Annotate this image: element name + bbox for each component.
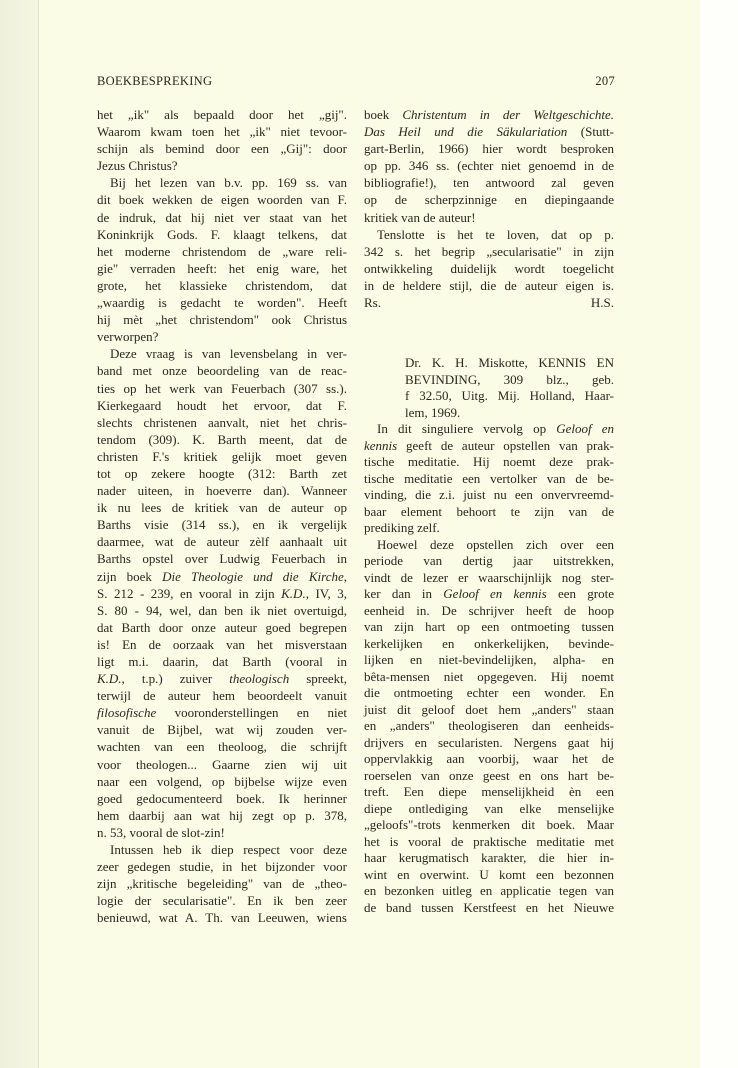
text-line: Waarom kwam toen het „ik" niet tevoor- [97, 124, 347, 140]
text-line: Tenslotte is het te loven, dat op p. [377, 226, 614, 242]
text-segment: spreekt, [289, 671, 348, 687]
text-segment: t.p.) zuiver [124, 671, 230, 687]
text-line: van zijn hart op een ontmoeting tussen [364, 619, 614, 635]
text-line: bêta-mensen niet opgegeven. Hij noemt [364, 668, 614, 684]
text-line: gart-Berlin, 1966) hier wordt besproken [364, 141, 614, 157]
text-line: Bij het lezen van b.v. pp. 169 ss. van [110, 175, 347, 191]
running-header [97, 74, 615, 92]
text-line: juist dit geloof doet hem „anders" staan [364, 701, 614, 717]
text-line: Deze vraag is van levensbelang in ver- [110, 346, 347, 362]
scan-margin-strip [0, 0, 39, 1068]
text-segment: In dit singuliere vervolg op [377, 421, 557, 437]
paragraph [364, 106, 614, 226]
text-line: „waardig is gedacht te worden". Heeft [97, 295, 347, 311]
right-column [364, 106, 614, 916]
text-line: ligt m.i. daarin, dat Barth (vooral in [97, 654, 347, 669]
text-line: de band tussen Kerstfeest en het Nieuwe [364, 899, 614, 915]
text-line: Koninkrijk Gods. F. klaagt telkens, dat [97, 226, 347, 242]
text-line: bibliografie!), ten antwoord zal geven [364, 175, 614, 191]
italic-title: kennis [364, 437, 398, 453]
text-line: diepe ontlediging van elke menselijke [364, 800, 614, 816]
review-signoff [364, 294, 614, 311]
text-line: christen F.'s kritiek gelijk moet geven [97, 448, 347, 464]
text-line: slechts christenen aanvalt, niet het chris- [97, 414, 347, 430]
text-segment: boek [364, 107, 403, 122]
text-line [364, 421, 614, 438]
left-column [97, 106, 347, 927]
text-line: oppervlakkig aan voorbij, waar het de [364, 751, 614, 767]
text-line: het moderne christendom de „ware reli- [97, 243, 347, 259]
text-line: grote, het klassieke christendom, dat [97, 277, 347, 293]
text-line: band met onze beoordeling van de reac- [97, 363, 347, 379]
text-segment: IV, 3, [308, 585, 347, 601]
paragraph [364, 537, 614, 917]
italic-title: Das Heil und die Säkulariation [364, 124, 568, 140]
text-line: is! En de oorzaak van het misverstaan [97, 636, 347, 652]
text-line: zijn „kritische begeleiding" van de „theo- [97, 876, 347, 892]
text-line: Hoewel deze opstellen zich over een [377, 536, 614, 552]
text-line: Barths opstel over Ludwig Feuerbach in [97, 551, 347, 567]
text-line: Dr. K. H. Miskotte, KENNIS EN [405, 355, 614, 371]
text-line: de indruk, dat hij niet ver staat van het [97, 209, 347, 225]
text-line [364, 123, 614, 140]
text-line [364, 586, 614, 603]
italic-title: filosofische [97, 705, 157, 721]
text-line: tot op zekere hoogte (312: Barth zet [97, 465, 347, 481]
text-line: ties op het werk van Feuerbach (307 ss.). [97, 380, 347, 396]
text-line: het is vooral de praktische meditatie met [364, 833, 614, 849]
text-line [97, 585, 347, 602]
text-line: hem daarbij aan wat hij zegt op p. 378, [97, 807, 347, 823]
text-line: terwijl de auteur hem beoordeelt vanuit [97, 688, 347, 704]
text-line: daarmee, wat de auteur zèlf aanhaalt uit [97, 534, 347, 550]
text-line: wachten van een theoloog, die schrijft [97, 739, 347, 755]
text-line: lem, 1969. [405, 404, 461, 420]
paragraph [364, 421, 614, 537]
text-line: „geloofs"-trots kenmerken dit boek. Maar [364, 817, 614, 833]
text-line: treft. Een diepe menselijkheid èn een [364, 784, 614, 800]
italic-title: theologisch [229, 671, 290, 687]
text-line: op pp. 346 ss. (echter niet genoemd in de [364, 158, 614, 174]
text-line: eenheid in. De schrijver heeft de hoop [364, 602, 614, 618]
italic-title: K.D., [97, 671, 125, 687]
text-line: vinding, die z.i. juist nu een onvervreemd- [364, 487, 614, 503]
text-line: naar een volgend, op bijbelse wijze even [97, 773, 347, 789]
text-line: zeer gedegen studie, in het bijzonder voor [97, 859, 347, 875]
text-line: periode van dertig jaar uitstrekken, [364, 553, 614, 569]
text-line: Barths visie (314 ss.), en ik vergelijk [97, 517, 347, 533]
scan-right-margin [700, 0, 738, 1068]
text-line [97, 670, 347, 687]
paragraph [97, 106, 347, 174]
text-line: Kierkegaard houdt het ervoor, dat F. [97, 397, 347, 413]
review-paragraphs [364, 421, 614, 916]
text-line: wint en overwint. U komt een bezonnen [364, 866, 614, 882]
section-title: BOEKBESPREKING [97, 74, 213, 88]
text-line: tendom (309). K. Barth meent, dat de [97, 431, 347, 447]
paragraph [97, 345, 347, 841]
text-line: dit boek wekken de eigen woorden van F. [97, 192, 347, 208]
text-line: en bezonken uitleg en applicatie tegen van [364, 883, 614, 899]
text-line: Intussen heb ik diep respect voor deze [110, 842, 347, 858]
paragraph [97, 174, 347, 345]
text-line: 342 s. het begrip „secularisatie" in zijn [364, 243, 614, 259]
signoff-reviewer: H.S. [590, 295, 614, 311]
text-line: kerkelijken en onkerkelijken, bevinde- [364, 635, 614, 651]
text-line: prediking zelf. [364, 520, 440, 536]
italic-title: Geloof en kennis [443, 586, 547, 602]
text-line: tische meditatie. Hij noemt deze prak- [364, 454, 614, 470]
text-line: baar element behoort te zijn van de [364, 503, 614, 519]
paragraph [364, 226, 614, 294]
text-line: goed gedocumenteerd boek. Ik herinner [97, 790, 347, 806]
book-heading [364, 355, 614, 421]
text-line: op de scherpzinnige en diepingaande [364, 192, 614, 208]
page-number: 207 [595, 74, 615, 88]
text-line: n. 53, vooral de slot-zin! [97, 824, 225, 840]
review-end-paragraphs [364, 106, 614, 294]
text-line: vanuit de Bijbel, wat wij zouden ver- [97, 722, 347, 738]
text-line: het „ik" als bepaald door het „gij". [97, 107, 347, 122]
text-line: drijvers en secularisten. Nergens gaat hij [364, 734, 614, 750]
text-line: verworpen? [97, 329, 159, 345]
text-line: BEVINDING, 309 blz., geb. [405, 371, 614, 387]
text-line: tische meditatie een vertolker van de be- [364, 470, 614, 486]
text-line: gie" verraden heeft: het enig ware, het [97, 260, 347, 276]
text-line: nader uiteen, in hoeverre dan). Wanneer [97, 483, 347, 499]
signoff-initials-left: Rs. [364, 295, 381, 311]
text-line: die ontmoeting echter een wonder. En [364, 685, 614, 701]
text-line: ontwikkeling duidelijk wordt toegelicht [364, 260, 614, 276]
text-line: kritiek van de auteur! [364, 209, 476, 225]
text-segment: (Stutt- [567, 124, 614, 140]
italic-title: Christentum in der Weltgeschichte. [402, 107, 614, 122]
italic-title: Die Theologie und die Kirche, [162, 568, 347, 584]
text-line [97, 704, 347, 721]
text-segment: ker dan in [364, 586, 444, 602]
text-line: schijn als bemind door een „Gij": door [97, 141, 347, 157]
text-line: in de heldere stijl, die de auteur eigen is. [364, 277, 614, 293]
text-segment: S. 212 - 239, en vooral in zijn [97, 585, 282, 601]
text-line: f 32.50, Uitg. Mij. Holland, Haar- [405, 388, 614, 404]
text-segment: geeft de auteur opstellen van prak- [397, 437, 614, 453]
text-line: lijken en niet-bevindelijken, alpha- en [364, 652, 614, 668]
text-line [364, 106, 614, 123]
text-line [97, 568, 347, 585]
italic-title: K.D., [281, 585, 309, 601]
paragraph [97, 841, 347, 926]
text-line: ik nu lees de kritiek van de auteur op [97, 500, 347, 516]
text-line: benieuwd, wat A. Th. van Leeuwen, wiens [97, 910, 347, 926]
text-line: dat Barth door onze auteur goed begrepen [97, 619, 347, 635]
text-line: logie der secularisatie". En ik ben zeer [97, 893, 347, 909]
text-line: S. 80 - 94, wel, dan ben ik niet overtuigd, [97, 602, 347, 618]
text-line [364, 438, 614, 455]
text-line: voor theologen... Gaarne zien wij uit [97, 756, 347, 772]
text-line: Jezus Christus? [97, 158, 178, 174]
text-line: en „anders" theologiseren dan eenheids- [364, 718, 614, 734]
text-segment: een grote [546, 586, 614, 602]
text-line: roerselen van onze geest en ons hart be- [364, 767, 614, 783]
text-line: hij mèt „het christendom" ook Christus [97, 312, 347, 328]
text-line: haar kerugmatisch karakter, die hier in- [364, 850, 614, 866]
italic-title: Geloof en [556, 421, 615, 437]
left-paragraphs [97, 106, 347, 927]
text-line: vindt de lezer er waarschijnlijk nog ster- [364, 569, 614, 585]
text-segment: zijn boek [97, 568, 163, 584]
text-segment: vooronderstellingen en niet [156, 705, 347, 721]
